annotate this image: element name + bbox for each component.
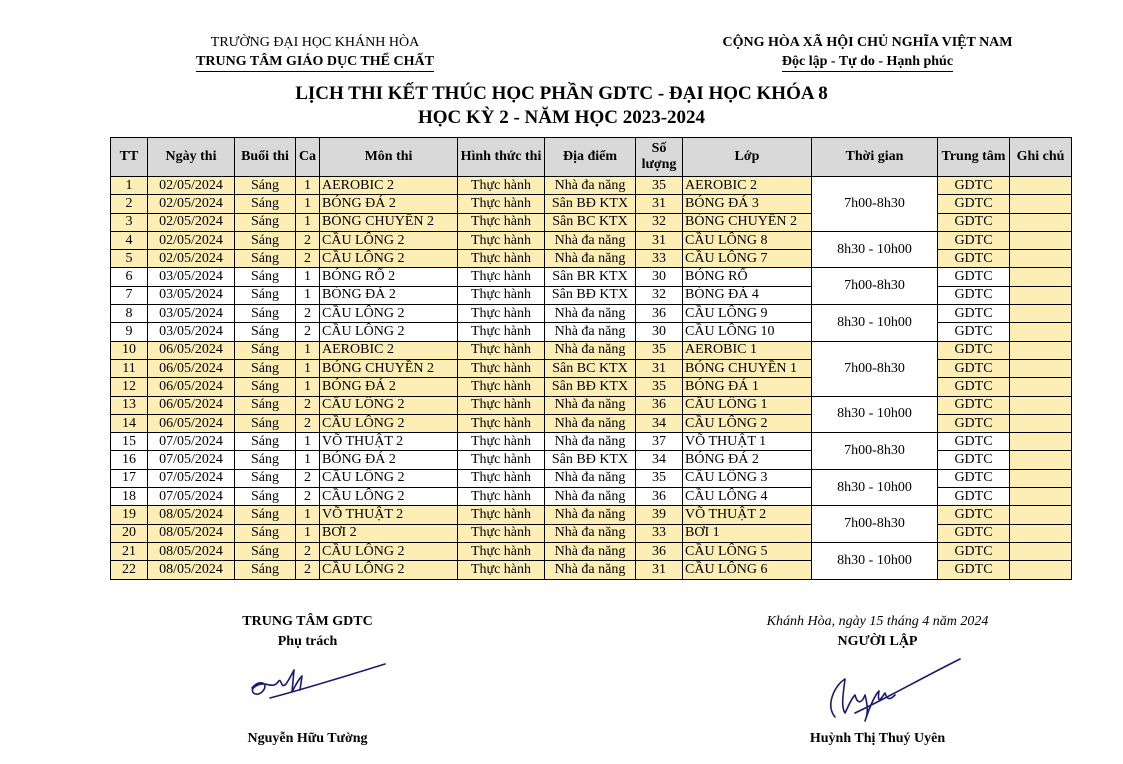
student-count: 31 (636, 231, 683, 249)
table-row (111, 341, 1072, 359)
class-name: CẦU LÔNG 6 (683, 561, 812, 579)
exam-place: Sân BR KTX (545, 268, 636, 286)
class-name: AEROBIC 2 (683, 177, 812, 195)
row-number: 3 (111, 213, 148, 231)
exam-form: Thực hành (458, 506, 545, 524)
exam-subject: AEROBIC 2 (320, 341, 458, 359)
student-count: 33 (636, 250, 683, 268)
exam-center: GDTC (938, 542, 1010, 560)
exam-form: Thực hành (458, 268, 545, 286)
class-name: CẦU LÔNG 1 (683, 396, 812, 414)
exam-place: Nhà đa năng (545, 414, 636, 432)
exam-subject: CẦU LÔNG 2 (320, 250, 458, 268)
row-number: 14 (111, 414, 148, 432)
exam-date: 06/05/2024 (148, 396, 235, 414)
footer-right-role: NGƯỜI LẬP (837, 634, 918, 649)
exam-shift: 1 (296, 213, 320, 231)
row-number: 21 (111, 542, 148, 560)
exam-session: Sáng (235, 396, 296, 414)
table-row (111, 542, 1072, 560)
row-number: 10 (111, 341, 148, 359)
row-number: 17 (111, 469, 148, 487)
exam-date: 02/05/2024 (148, 250, 235, 268)
class-name: BƠI 1 (683, 524, 812, 542)
footer-right-date: Khánh Hòa, ngày 15 tháng 4 năm 2024 (766, 614, 989, 629)
row-number: 12 (111, 378, 148, 396)
exam-center: GDTC (938, 177, 1010, 195)
exam-center: GDTC (938, 286, 1010, 304)
row-number: 16 (111, 451, 148, 469)
exam-note (1010, 469, 1072, 487)
exam-time: 8h30 - 10h00 (812, 305, 938, 342)
exam-date: 07/05/2024 (148, 451, 235, 469)
exam-session: Sáng (235, 177, 296, 195)
student-count: 37 (636, 433, 683, 451)
exam-subject: BƠI 2 (320, 524, 458, 542)
center-name: TRUNG TÂM GIÁO DỤC THỂ CHẤT (150, 52, 480, 72)
exam-shift: 1 (296, 433, 320, 451)
exam-center: GDTC (938, 305, 1010, 323)
row-number: 6 (111, 268, 148, 286)
exam-date: 06/05/2024 (148, 414, 235, 432)
exam-date: 08/05/2024 (148, 524, 235, 542)
row-number: 20 (111, 524, 148, 542)
col-header: Thời gian (812, 138, 938, 177)
university-name: TRƯỜNG ĐẠI HỌC KHÁNH HÒA (210, 35, 420, 50)
exam-shift: 1 (296, 195, 320, 213)
exam-note (1010, 451, 1072, 469)
exam-session: Sáng (235, 195, 296, 213)
exam-note (1010, 250, 1072, 268)
col-header: Hình thức thi (458, 138, 545, 177)
exam-center: GDTC (938, 195, 1010, 213)
exam-subject: BÓNG CHUYỀN 2 (320, 213, 458, 231)
exam-subject: AEROBIC 2 (320, 177, 458, 195)
exam-note (1010, 268, 1072, 286)
student-count: 32 (636, 213, 683, 231)
exam-subject: CẦU LÔNG 2 (320, 231, 458, 249)
exam-form: Thực hành (458, 305, 545, 323)
exam-shift: 1 (296, 506, 320, 524)
exam-place: Sân BĐ KTX (545, 451, 636, 469)
exam-date: 02/05/2024 (148, 195, 235, 213)
signature-right (815, 655, 965, 725)
footer-left-role: Phụ trách (277, 634, 338, 649)
exam-note (1010, 213, 1072, 231)
exam-session: Sáng (235, 469, 296, 487)
exam-place: Sân BC KTX (545, 359, 636, 377)
student-count: 36 (636, 542, 683, 560)
exam-form: Thực hành (458, 433, 545, 451)
exam-subject: CẦU LÔNG 2 (320, 323, 458, 341)
exam-place: Nhà đa năng (545, 231, 636, 249)
exam-time: 8h30 - 10h00 (812, 396, 938, 433)
exam-center: GDTC (938, 469, 1010, 487)
class-name: CẦU LÔNG 2 (683, 414, 812, 432)
exam-form: Thực hành (458, 524, 545, 542)
exam-schedule-table (110, 137, 1072, 580)
exam-form: Thực hành (458, 396, 545, 414)
exam-note (1010, 286, 1072, 304)
col-header: Ghi chú (1010, 138, 1072, 177)
row-number: 7 (111, 286, 148, 304)
exam-place: Nhà đa năng (545, 524, 636, 542)
exam-center: GDTC (938, 488, 1010, 506)
exam-shift: 2 (296, 231, 320, 249)
exam-center: GDTC (938, 213, 1010, 231)
exam-subject: CẦU LÔNG 2 (320, 396, 458, 414)
student-count: 39 (636, 506, 683, 524)
student-count: 33 (636, 524, 683, 542)
exam-form: Thực hành (458, 213, 545, 231)
student-count: 31 (636, 195, 683, 213)
col-header: Địa điểm (545, 138, 636, 177)
document-subtitle: HỌC KỲ 2 - NĂM HỌC 2023-2024 (417, 107, 706, 128)
exam-center: GDTC (938, 250, 1010, 268)
exam-session: Sáng (235, 378, 296, 396)
row-number: 18 (111, 488, 148, 506)
exam-shift: 2 (296, 250, 320, 268)
exam-form: Thực hành (458, 250, 545, 268)
exam-form: Thực hành (458, 378, 545, 396)
exam-place: Nhà đa năng (545, 488, 636, 506)
exam-place: Nhà đa năng (545, 177, 636, 195)
exam-form: Thực hành (458, 341, 545, 359)
exam-form: Thực hành (458, 323, 545, 341)
exam-subject: BÓNG RỔ 2 (320, 268, 458, 286)
class-name: CẦU LÔNG 10 (683, 323, 812, 341)
class-name: CẦU LÔNG 3 (683, 469, 812, 487)
exam-place: Sân BĐ KTX (545, 195, 636, 213)
row-number: 8 (111, 305, 148, 323)
exam-note (1010, 177, 1072, 195)
table-row (111, 433, 1072, 451)
footer-right-name: Huỳnh Thị Thuý Uyên (809, 731, 946, 746)
exam-center: GDTC (938, 433, 1010, 451)
exam-time: 8h30 - 10h00 (812, 469, 938, 506)
footer-left-org: TRUNG TÂM GDTC (242, 614, 373, 629)
exam-time: 7h00-8h30 (812, 506, 938, 543)
exam-shift: 2 (296, 542, 320, 560)
national-motto: Độc lập - Tự do - Hạnh phúc (690, 52, 1045, 72)
exam-time: 8h30 - 10h00 (812, 542, 938, 579)
exam-shift: 1 (296, 359, 320, 377)
exam-session: Sáng (235, 451, 296, 469)
exam-time: 7h00-8h30 (812, 341, 938, 396)
col-header: TT (111, 138, 148, 177)
exam-shift: 1 (296, 268, 320, 286)
col-header: Số lượng (636, 138, 683, 177)
exam-subject: CẦU LÔNG 2 (320, 488, 458, 506)
student-count: 30 (636, 268, 683, 286)
exam-subject: BÓNG ĐÁ 2 (320, 451, 458, 469)
exam-center: GDTC (938, 524, 1010, 542)
exam-session: Sáng (235, 231, 296, 249)
class-name: BÓNG ĐÁ 4 (683, 286, 812, 304)
footer-left (205, 612, 410, 652)
student-count: 34 (636, 414, 683, 432)
exam-shift: 1 (296, 286, 320, 304)
row-number: 13 (111, 396, 148, 414)
exam-shift: 1 (296, 378, 320, 396)
exam-subject: BÓNG ĐÁ 2 (320, 378, 458, 396)
exam-note (1010, 195, 1072, 213)
exam-subject: CẦU LÔNG 2 (320, 414, 458, 432)
exam-session: Sáng (235, 323, 296, 341)
exam-subject: VÕ THUẬT 2 (320, 433, 458, 451)
exam-note (1010, 341, 1072, 359)
exam-place: Nhà đa năng (545, 250, 636, 268)
exam-session: Sáng (235, 250, 296, 268)
exam-center: GDTC (938, 341, 1010, 359)
student-count: 32 (636, 286, 683, 304)
exam-shift: 2 (296, 305, 320, 323)
exam-form: Thực hành (458, 414, 545, 432)
table-row (111, 231, 1072, 249)
class-name: CẦU LÔNG 4 (683, 488, 812, 506)
exam-shift: 2 (296, 488, 320, 506)
table-row (111, 396, 1072, 414)
row-number: 11 (111, 359, 148, 377)
student-count: 36 (636, 396, 683, 414)
col-header: Ca (296, 138, 320, 177)
exam-center: GDTC (938, 414, 1010, 432)
exam-date: 08/05/2024 (148, 506, 235, 524)
table-row (111, 305, 1072, 323)
exam-note (1010, 414, 1072, 432)
exam-form: Thực hành (458, 195, 545, 213)
exam-date: 02/05/2024 (148, 231, 235, 249)
exam-center: GDTC (938, 268, 1010, 286)
exam-session: Sáng (235, 506, 296, 524)
exam-subject: BÓNG ĐÁ 2 (320, 286, 458, 304)
class-name: BÓNG ĐÁ 3 (683, 195, 812, 213)
exam-place: Nhà đa năng (545, 561, 636, 579)
exam-place: Nhà đa năng (545, 469, 636, 487)
student-count: 34 (636, 451, 683, 469)
exam-note (1010, 506, 1072, 524)
class-name: BÓNG ĐÁ 1 (683, 378, 812, 396)
col-header: Trung tâm (938, 138, 1010, 177)
student-count: 36 (636, 305, 683, 323)
exam-note (1010, 524, 1072, 542)
class-name: CẦU LÔNG 9 (683, 305, 812, 323)
student-count: 35 (636, 469, 683, 487)
exam-place: Nhà đa năng (545, 341, 636, 359)
exam-session: Sáng (235, 414, 296, 432)
class-name: BÓNG ĐÁ 2 (683, 451, 812, 469)
exam-date: 07/05/2024 (148, 488, 235, 506)
exam-place: Sân BC KTX (545, 213, 636, 231)
col-header: Lớp (683, 138, 812, 177)
header-right (690, 33, 1045, 72)
exam-place: Nhà đa năng (545, 542, 636, 560)
student-count: 31 (636, 561, 683, 579)
exam-subject: CẦU LÔNG 2 (320, 469, 458, 487)
exam-note (1010, 542, 1072, 560)
exam-shift: 2 (296, 396, 320, 414)
exam-form: Thực hành (458, 542, 545, 560)
exam-note (1010, 323, 1072, 341)
table-row (111, 469, 1072, 487)
col-header: Buổi thi (235, 138, 296, 177)
row-number: 15 (111, 433, 148, 451)
table-header-row (111, 138, 1072, 177)
exam-note (1010, 378, 1072, 396)
exam-date: 06/05/2024 (148, 378, 235, 396)
exam-center: GDTC (938, 451, 1010, 469)
exam-form: Thực hành (458, 469, 545, 487)
exam-date: 06/05/2024 (148, 359, 235, 377)
exam-time: 7h00-8h30 (812, 433, 938, 470)
exam-date: 02/05/2024 (148, 213, 235, 231)
student-count: 35 (636, 177, 683, 195)
exam-session: Sáng (235, 488, 296, 506)
exam-session: Sáng (235, 524, 296, 542)
exam-time: 8h30 - 10h00 (812, 231, 938, 268)
exam-date: 06/05/2024 (148, 341, 235, 359)
exam-note (1010, 488, 1072, 506)
class-name: BÓNG CHUYỀN 2 (683, 213, 812, 231)
class-name: CẦU LÔNG 8 (683, 231, 812, 249)
exam-shift: 2 (296, 469, 320, 487)
exam-note (1010, 305, 1072, 323)
exam-date: 03/05/2024 (148, 286, 235, 304)
exam-place: Nhà đa năng (545, 433, 636, 451)
exam-subject: BÓNG CHUYỀN 2 (320, 359, 458, 377)
row-number: 4 (111, 231, 148, 249)
header-left (150, 33, 480, 72)
exam-date: 03/05/2024 (148, 323, 235, 341)
table-row (111, 177, 1072, 195)
row-number: 22 (111, 561, 148, 579)
exam-note (1010, 433, 1072, 451)
row-number: 5 (111, 250, 148, 268)
footer-left-name: Nguyễn Hữu Tường (247, 731, 368, 746)
exam-center: GDTC (938, 323, 1010, 341)
exam-center: GDTC (938, 231, 1010, 249)
exam-subject: VÕ THUẬT 2 (320, 506, 458, 524)
exam-form: Thực hành (458, 359, 545, 377)
exam-note (1010, 396, 1072, 414)
exam-session: Sáng (235, 268, 296, 286)
student-count: 30 (636, 323, 683, 341)
student-count: 31 (636, 359, 683, 377)
exam-place: Nhà đa năng (545, 506, 636, 524)
exam-center: GDTC (938, 359, 1010, 377)
exam-date: 07/05/2024 (148, 469, 235, 487)
exam-date: 08/05/2024 (148, 542, 235, 560)
exam-date: 02/05/2024 (148, 177, 235, 195)
table-row (111, 268, 1072, 286)
exam-session: Sáng (235, 542, 296, 560)
exam-place: Nhà đa năng (545, 323, 636, 341)
exam-session: Sáng (235, 305, 296, 323)
col-header: Môn thi (320, 138, 458, 177)
class-name: BÓNG CHUYỀN 1 (683, 359, 812, 377)
exam-date: 03/05/2024 (148, 268, 235, 286)
exam-shift: 1 (296, 177, 320, 195)
exam-place: Nhà đa năng (545, 305, 636, 323)
row-number: 1 (111, 177, 148, 195)
signature-left (240, 660, 390, 705)
document-title: LỊCH THI KẾT THÚC HỌC PHẦN GDTC - ĐẠI HỌC KHÓA 8 (295, 83, 828, 104)
exam-shift: 2 (296, 561, 320, 579)
exam-note (1010, 231, 1072, 249)
row-number: 19 (111, 506, 148, 524)
class-name: VÕ THUẬT 2 (683, 506, 812, 524)
exam-subject: CẦU LÔNG 2 (320, 561, 458, 579)
exam-note (1010, 359, 1072, 377)
exam-session: Sáng (235, 561, 296, 579)
exam-place: Sân BĐ KTX (545, 378, 636, 396)
exam-time: 7h00-8h30 (812, 268, 938, 305)
exam-shift: 2 (296, 414, 320, 432)
table-row (111, 506, 1072, 524)
exam-subject: BÓNG ĐÁ 2 (320, 195, 458, 213)
class-name: CẦU LÔNG 7 (683, 250, 812, 268)
exam-center: GDTC (938, 506, 1010, 524)
exam-form: Thực hành (458, 451, 545, 469)
exam-center: GDTC (938, 561, 1010, 579)
exam-session: Sáng (235, 359, 296, 377)
exam-place: Sân BĐ KTX (545, 286, 636, 304)
class-name: BÓNG RỔ (683, 268, 812, 286)
col-header: Ngày thi (148, 138, 235, 177)
exam-form: Thực hành (458, 488, 545, 506)
national-title: CỘNG HÒA XÃ HỘI CHỦ NGHĨA VIỆT NAM (722, 35, 1013, 50)
student-count: 35 (636, 378, 683, 396)
row-number: 9 (111, 323, 148, 341)
class-name: VÕ THUẬT 1 (683, 433, 812, 451)
class-name: CẦU LÔNG 5 (683, 542, 812, 560)
exam-center: GDTC (938, 396, 1010, 414)
exam-session: Sáng (235, 213, 296, 231)
exam-place: Nhà đa năng (545, 396, 636, 414)
student-count: 35 (636, 341, 683, 359)
exam-subject: CẦU LÔNG 2 (320, 542, 458, 560)
exam-form: Thực hành (458, 177, 545, 195)
exam-form: Thực hành (458, 286, 545, 304)
exam-session: Sáng (235, 341, 296, 359)
exam-date: 03/05/2024 (148, 305, 235, 323)
exam-date: 08/05/2024 (148, 561, 235, 579)
student-count: 36 (636, 488, 683, 506)
exam-shift: 1 (296, 341, 320, 359)
exam-shift: 1 (296, 524, 320, 542)
exam-note (1010, 561, 1072, 579)
exam-session: Sáng (235, 433, 296, 451)
row-number: 2 (111, 195, 148, 213)
exam-form: Thực hành (458, 231, 545, 249)
class-name: AEROBIC 1 (683, 341, 812, 359)
exam-date: 07/05/2024 (148, 433, 235, 451)
exam-time: 7h00-8h30 (812, 177, 938, 232)
exam-shift: 2 (296, 323, 320, 341)
exam-session: Sáng (235, 286, 296, 304)
exam-shift: 1 (296, 451, 320, 469)
exam-center: GDTC (938, 378, 1010, 396)
exam-subject: CẦU LÔNG 2 (320, 305, 458, 323)
exam-form: Thực hành (458, 561, 545, 579)
